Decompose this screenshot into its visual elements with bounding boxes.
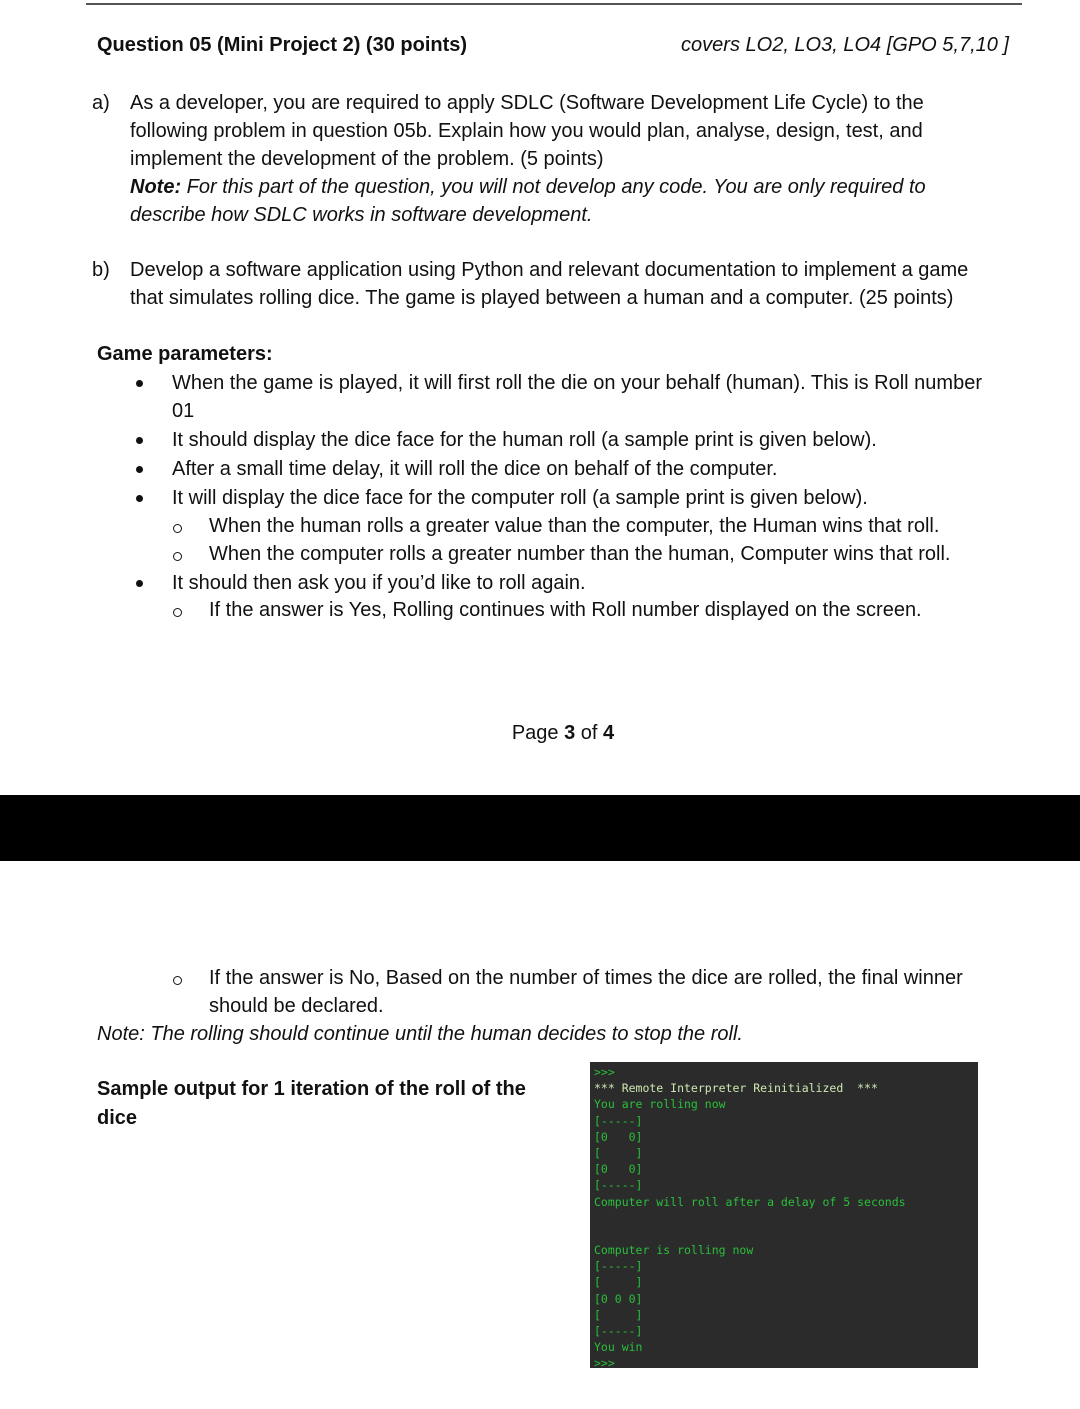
console-line: [0 0] (594, 1162, 643, 1177)
part-a-note-label: Note: (130, 176, 182, 198)
list-item: It will display the dice face for the computer roll (a sample print is given below). (172, 484, 992, 512)
part-a-text: As a developer, you are required to apply SDLC (Software Development Life Cycle) to the following problem in question 05b. Explain how you would plan, analyse, design, test, and implement the development of the problem. (5 points) (130, 92, 924, 170)
console-line: *** Remote Interpreter Reinitialized *** (594, 1081, 878, 1096)
console-line: Computer will roll after a delay of 5 seconds (594, 1194, 906, 1209)
part-b-text: Develop a software application using Python and relevant documentation to implement a game that simulates rolling dice. The game is played between a human and a computer. (25 points) (130, 259, 969, 309)
console-line: [-----] (594, 1113, 643, 1128)
question-covers: covers LO2, LO3, LO4 [GPO 5,7,10 ] (681, 34, 1009, 56)
list-item: It should then ask you if you’d like to roll again. (172, 569, 992, 597)
list-item: After a small time delay, it will roll the dice on behalf of the computer. (172, 455, 992, 483)
sample-output-label: Sample output for 1 iteration of the roll of the dice (97, 1078, 526, 1129)
console-line: [0 0] (594, 1129, 643, 1144)
part-a-note-text: For this part of the question, you will not develop any code. You are only required to describe how SDLC works in software development. (130, 176, 926, 226)
list-item: It should display the dice face for the human roll (a sample print is given below). (172, 426, 992, 454)
part-b (92, 256, 1002, 312)
bullet-icon (136, 580, 143, 587)
circle-bullet-icon (173, 524, 182, 533)
console-line: [ ] (594, 1307, 643, 1322)
list-item: When the human rolls a greater value than the computer, the Human wins that roll. (209, 512, 1019, 540)
console-line: [ ] (594, 1145, 643, 1160)
part-a-note (130, 173, 1002, 229)
page-separator (0, 795, 1080, 861)
part-a (92, 89, 1002, 229)
question-title: Question 05 (Mini Project 2) (30 points) (97, 34, 468, 56)
game-parameters-heading: Game parameters: (97, 343, 273, 365)
console-line: >>> (594, 1356, 615, 1371)
question-header (97, 34, 1009, 62)
console-line: You win (594, 1340, 643, 1355)
bullet-icon (136, 466, 143, 473)
console-line: You are rolling now (594, 1097, 726, 1112)
console-line: [ ] (594, 1275, 643, 1290)
console-line: [-----] (594, 1178, 643, 1193)
top-rule (86, 3, 1022, 5)
circle-bullet-icon (173, 552, 182, 561)
console-line (594, 1210, 974, 1226)
bullet-icon (136, 437, 143, 444)
circle-bullet-icon (173, 976, 182, 985)
list-item: If the answer is Yes, Rolling continues with Roll number displayed on the screen. (209, 596, 1019, 624)
console-line: [-----] (594, 1259, 643, 1274)
console-line: [-----] (594, 1324, 643, 1338)
console-line: >>> (594, 1065, 615, 1079)
console-line: Computer is rolling now (594, 1243, 754, 1258)
part-b-label: b) (92, 259, 110, 281)
console-line: [0 0 0] (594, 1291, 643, 1306)
console-output (590, 1062, 978, 1371)
list-item: When the computer rolls a greater number than the human, Computer wins that roll. (209, 540, 1019, 568)
list-item: If the answer is No, Based on the number of times the dice are rolled, the final winner should be declared. (209, 964, 1019, 1020)
list-item: When the game is played, it will first roll the die on your behalf (human). This is Roll number 01 (172, 369, 992, 425)
console-line (594, 1226, 974, 1242)
part-a-label: a) (92, 92, 110, 114)
bullet-icon (136, 380, 143, 387)
circle-bullet-icon (173, 608, 182, 617)
bullet-icon (136, 495, 143, 502)
page-number: Page 3 of 4 (511, 722, 615, 744)
rolling-note: Note: The rolling should continue until the human decides to stop the roll. (97, 1023, 743, 1045)
